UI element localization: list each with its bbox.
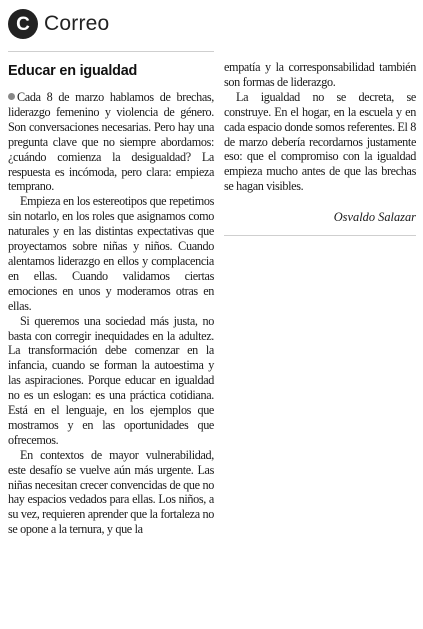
- author-signature: Osvaldo Salazar: [333, 210, 416, 225]
- section-logo-icon: C: [8, 9, 38, 39]
- bottom-divider: [224, 235, 416, 236]
- article-paragraph: En contextos de mayor vulnerabilidad, este desafío se vuelve aún más urgente. Las niñas necesitan crecer convencidas de que no hay espacios vedados para ellas. Los niños, a su vez, requieren aprender que la fortaleza no se opone a la ternura, y que la: [8, 447, 214, 537]
- article-paragraph: Empieza en los estereotipos que repetimos sin notarlo, en los roles que asignamos como naturales y en las distintas expectativas que proyectamos sobre niñas y niños. Cuando alentamos liderazgo en ellos y complacencia en ellas. Cuando validamos ciertas emociones en unos y moderamos otras en ellas.: [8, 194, 214, 313]
- article-paragraph: La igualdad no se decreta, se construye. En el hogar, en la escuela y en cada espacio donde somos referentes. El 8 de marzo debería recordarnos justamente eso: que el compromiso con la igualdad empieza mucho antes de que las brechas se hagan visibles.: [224, 89, 416, 194]
- article-paragraph: Si queremos una sociedad más justa, no basta con corregir inequidades en la adultez. La transformación debe comenzar en la infancia, cuando se forman la autoestima y las aspiraciones. Porque educar en igualdad no es un eslogan: es una práctica cotidiana. Está en el lenguaje, en los ejemplos que mostramos y en las oportunidades que ofrecemos.: [8, 313, 214, 447]
- article-column-left: [8, 51, 214, 537]
- section-title: Correo: [44, 12, 110, 35]
- article-paragraph: [8, 90, 214, 194]
- article-column-right: [224, 60, 416, 236]
- bullet-icon: [8, 93, 15, 100]
- article-paragraph: empatía y la corresponsabilidad también son formas de liderazgo.: [224, 60, 416, 89]
- top-divider: [8, 51, 214, 52]
- article-headline: Educar en igualdad: [8, 63, 138, 79]
- section-header: [8, 6, 109, 42]
- paragraph-text: Cada 8 de marzo hablamos de brechas, liderazgo femenino y violencia de género. Son conversaciones necesarias. Pero hay una pregunta clave que no siempre abordamos: ¿cuándo comienza la desigualdad? La respuesta es incómoda, pero clara: empieza temprano.: [8, 90, 214, 194]
